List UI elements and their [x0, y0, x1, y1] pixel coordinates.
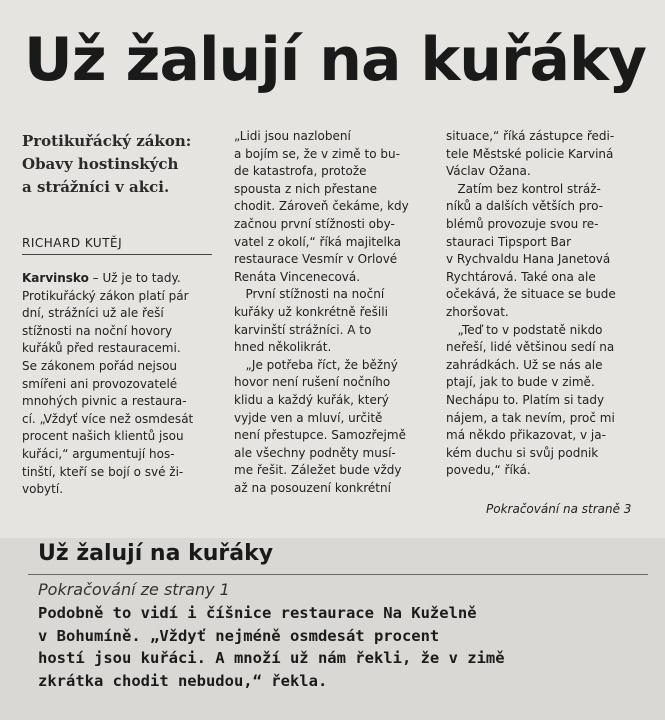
article-byline: RICHARD KUTĚJ — [22, 236, 123, 250]
article-headline: Už žalují na kuřáky — [24, 25, 647, 95]
continued-from-label: Pokračování ze strany 1 — [38, 580, 230, 599]
continuation-clipping — [0, 538, 665, 720]
lead-location: Karvinsko — [22, 271, 89, 285]
article-column-1 — [22, 270, 193, 499]
continuation-body: Podobně to vidí i číšnice restaurace Na Kuželně v Bohumíně. „Vždyť nejméně osmdesát procent hostí jsou kuřáci. A množí už nám řekli, že v zimě zkrátka chodit nebudou,“ řekla. — [38, 604, 505, 690]
byline-rule — [22, 254, 212, 255]
continued-on-label: Pokračování na straně 3 — [486, 502, 632, 516]
column-1-text: – Už je to tady. Protikuřácký zákon platí pár dní, strážníci už ale řeší stížnosti na noční hovory kuřáků před restauracemi. Se zákonem pořád nejsou smířeni ani provozovatelé mnohých pivnic a restaura- cí. „Vždyť více než osmdesát procent našich klientů jsou kuřáci,“ argumentují hos- tinští, kteří se bojí o své ži- vobytí. — [22, 271, 194, 497]
article-column-3: situace,“ říká zástupce ředi- tele Městské policie Karviná Václav Ožana. Zatím bez kontrol stráž- níků a dalších větších pro- blémů provozuje svou re- stauraci Tipsport Bar v Rychvaldu Hana Janetová Rychtárová. Také ona ale očekává, že situace se bude zhoršovat. „Teď to v podstatě nikdo neřeší, lidé většinou sedí na zahrádkách. Už se nás ale ptají, jak to bude v zimě. Nechápu to. Platím si tady nájem, a tak nevím, proč mi má někdo přikazovat, v ja- kém duchu si svůj podnik povedu,“ říká. — [446, 129, 616, 478]
article-column-2: „Lidi jsou nazlobení a bojím se, že v zimě to bu- de katastrofa, protože spousta z nich přestane chodit. Zároveň čekáme, kdy začnou první stížnosti oby- vatel z okolí,“ říká majitelka restaurace Vesmír v Orlové Renáta Vincenecová. První stížnosti na noční kuřáky už konkrétně řešili karvinští strážníci. A to hned několikrát. „Je potřeba říct, že běžný hovor není rušení nočního klidu a každý kuřák, který vyjde ven a mluví, určitě není přestupce. Samozřejmě ale všechny podněty musí- me řešit. Záležet bude vždy až na posouzení konkrétní — [234, 129, 409, 495]
continuation-headline: Už žalují na kuřáky — [38, 541, 274, 566]
article-subheadline: Protikuřácký zákon: Obavy hostinských a strážníci v akci. — [22, 132, 192, 196]
continuation-rule — [28, 574, 648, 575]
